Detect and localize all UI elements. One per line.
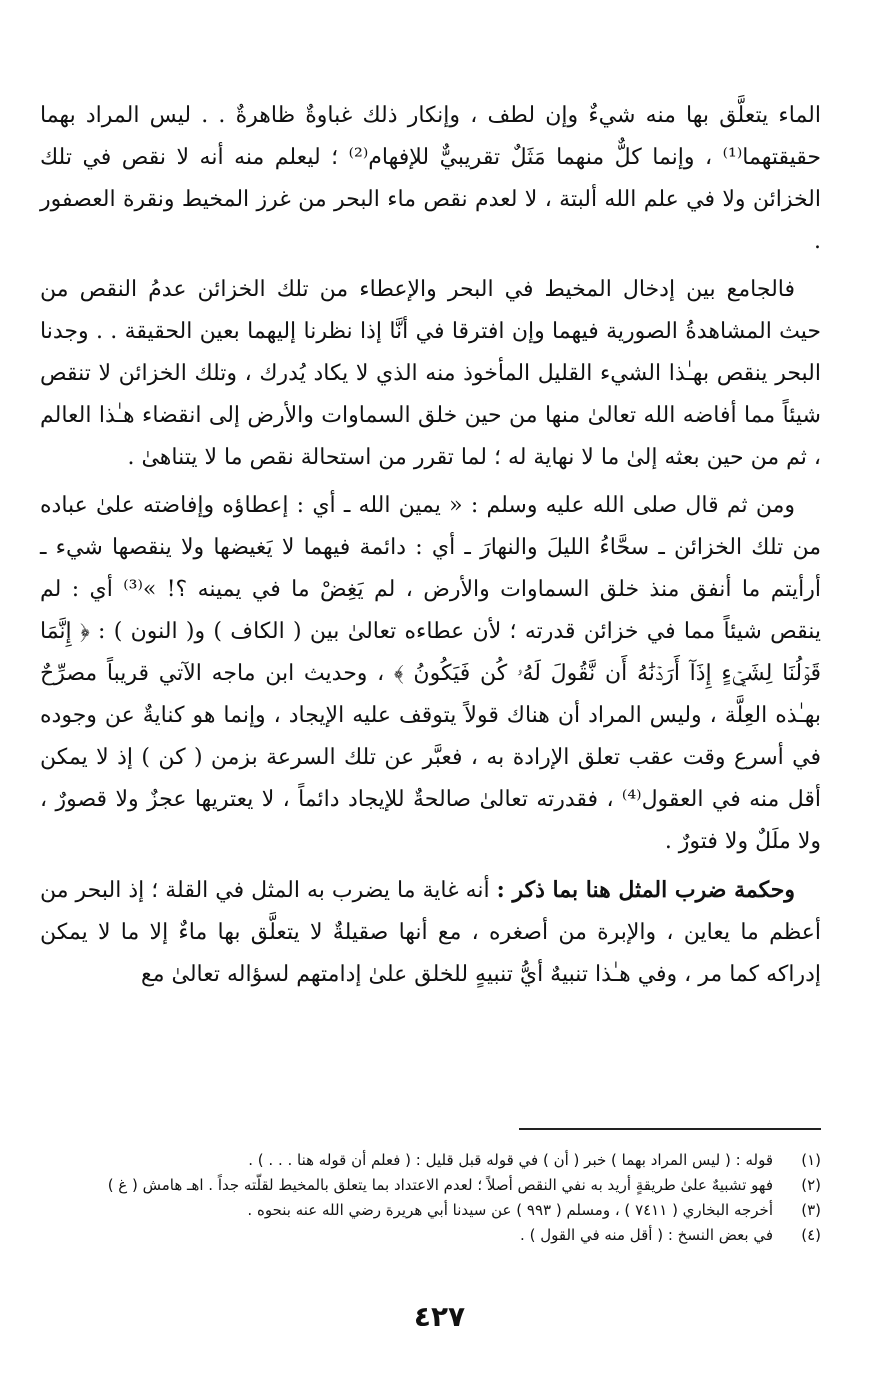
paragraph-4-rest: أنه غاية ما يضرب به المثل في القلة ؛ إذ البحر من أعظم ما يعاين ، والإبرة من أصغره ، مع أنها صقيلةٌ لا يتعلَّق بها ماءٌ إلا ما لا يمكن إدراكه كما مر ، وفي هـٰذا تنبيهٌ أيُّ تنبيهٍ للخلق علىٰ إدامتهم لسؤاله تعالىٰ مع xyxy=(40,878,821,987)
footnote-4 xyxy=(40,1223,821,1248)
footnote-1 xyxy=(40,1148,821,1173)
footnote-separator xyxy=(519,1128,821,1130)
main-text xyxy=(40,95,821,1002)
footnote-text: أخرجه البخاري ( ٧٤١١ ) ، ومسلم ( ٩٩٣ ) عن سيدنا أبي هريرة رضي الله عنه بنحوه . xyxy=(247,1201,773,1219)
footnotes xyxy=(40,1148,821,1248)
footnote-2 xyxy=(40,1173,821,1198)
paragraph-1: الماء يتعلَّق بها منه شيءٌ وإن لطف ، وإنكار ذلك غباوةٌ ظاهرةٌ . . ليس المراد بهما حقيقتهما⁽¹⁾ ، وإنما كلٌّ منهما مَثَلٌ تقريبيٌّ للإفهام⁽²⁾ ؛ ليعلم منه أنه لا نقص في تلك الخزائن ولا في علم الله ألبتة ، لا لعدم نقص ماء البحر من غرز المخيط ونقرة العصفور . xyxy=(40,103,821,254)
footnote-3 xyxy=(40,1198,821,1223)
footnote-text: قوله : ( ليس المراد بهما ) خبر ( أن ) في قوله قبل قليل : ( فعلم أن قوله هنا . . . ) . xyxy=(248,1151,773,1169)
paragraph-4 xyxy=(40,869,821,996)
footnote-number: (٤) xyxy=(801,1226,821,1244)
paragraph-2: فالجامع بين إدخال المخيط في البحر والإعطاء من تلك الخزائن عدمُ النقص من حيث المشاهدةُ الصورية فيهما وإن افترقا في أنَّا إذا نظرنا إليهما بعين الحقيقة . . وجدنا البحر ينقص بهـٰذا الشيء القليل المأخوذ منه الذي لا يكاد يُدرك ، وتلك الخزائن لا تنقص شيئاً مما أفاضه الله تعالىٰ منها من حين خلق السماوات والأرض إلى انقضاء هـٰذا العالم ، ثم من حين بعثه إلىٰ ما لا نهاية له ؛ لما تقرر من استحالة نقص ما لا يتناهىٰ . xyxy=(40,277,821,470)
paragraph-3: ومن ثم قال صلى الله عليه وسلم : « يمين الله ـ أي : إعطاؤه وإفاضته علىٰ عباده من تلك الخزائن ـ سحَّاءُ الليلَ والنهارَ ـ أي : دائمة فيهما لا يَغيضها ولا ينقصها شيء ـ أرأيتم ما أنفق منذ خلق السماوات والأرض ، لم يَغِضْ ما في يمينه ؟! »⁽³⁾ أي : لم ينقص شيئاً مما في خزائن قدرته ؛ لأن عطاءه تعالىٰ بين ( الكاف ) و( النون ) : ﴿ إِنَّمَا قَوۡلُنَا لِشَيۡءٍ إِذَآ أَرَدۡنَٰهُ أَن نَّقُولَ لَهُۥ كُن فَيَكُونُ ﴾ ، وحديث ابن ماجه الآتي قريباً مصرِّحٌ بهـٰذه العِلَّة ، وليس المراد أن هناك قولاً يتوقف عليه الإيجاد ، وإنما هو كنايةٌ عن وجوده في أسرع وقت عقب تعلق الإرادة به ، فعبَّر عن تلك السرعة بزمن ( كن ) إذ لا يمكن أقل منه في العقول⁽⁴⁾ ، فقدرته تعالىٰ صالحةٌ للإيجاد دائماً ، لا يعتريها عجزٌ ولا قصورٌ ، ولا ملَلٌ ولا فتورٌ . xyxy=(40,493,821,854)
footnote-number: (١) xyxy=(801,1151,821,1169)
footnote-number: (٣) xyxy=(801,1201,821,1219)
page-number: ٤٢٧ xyxy=(413,1300,466,1333)
footnote-text: في بعض النسخ : ( أقل منه في القول ) . xyxy=(520,1226,773,1244)
footnote-number: (٢) xyxy=(801,1176,821,1194)
paragraph-4-bold-lead: وحكمة ضرب المثل هنا بما ذكر : xyxy=(496,877,795,903)
footnote-text: فهو تشبيهٌ علىٰ طريقةٍ أريد به نفي النقص أصلاً ؛ لعدم الاعتداد بما يتعلق بالمخيط لقلّته جداً . اهـ هامش ( غ ) xyxy=(107,1176,773,1194)
